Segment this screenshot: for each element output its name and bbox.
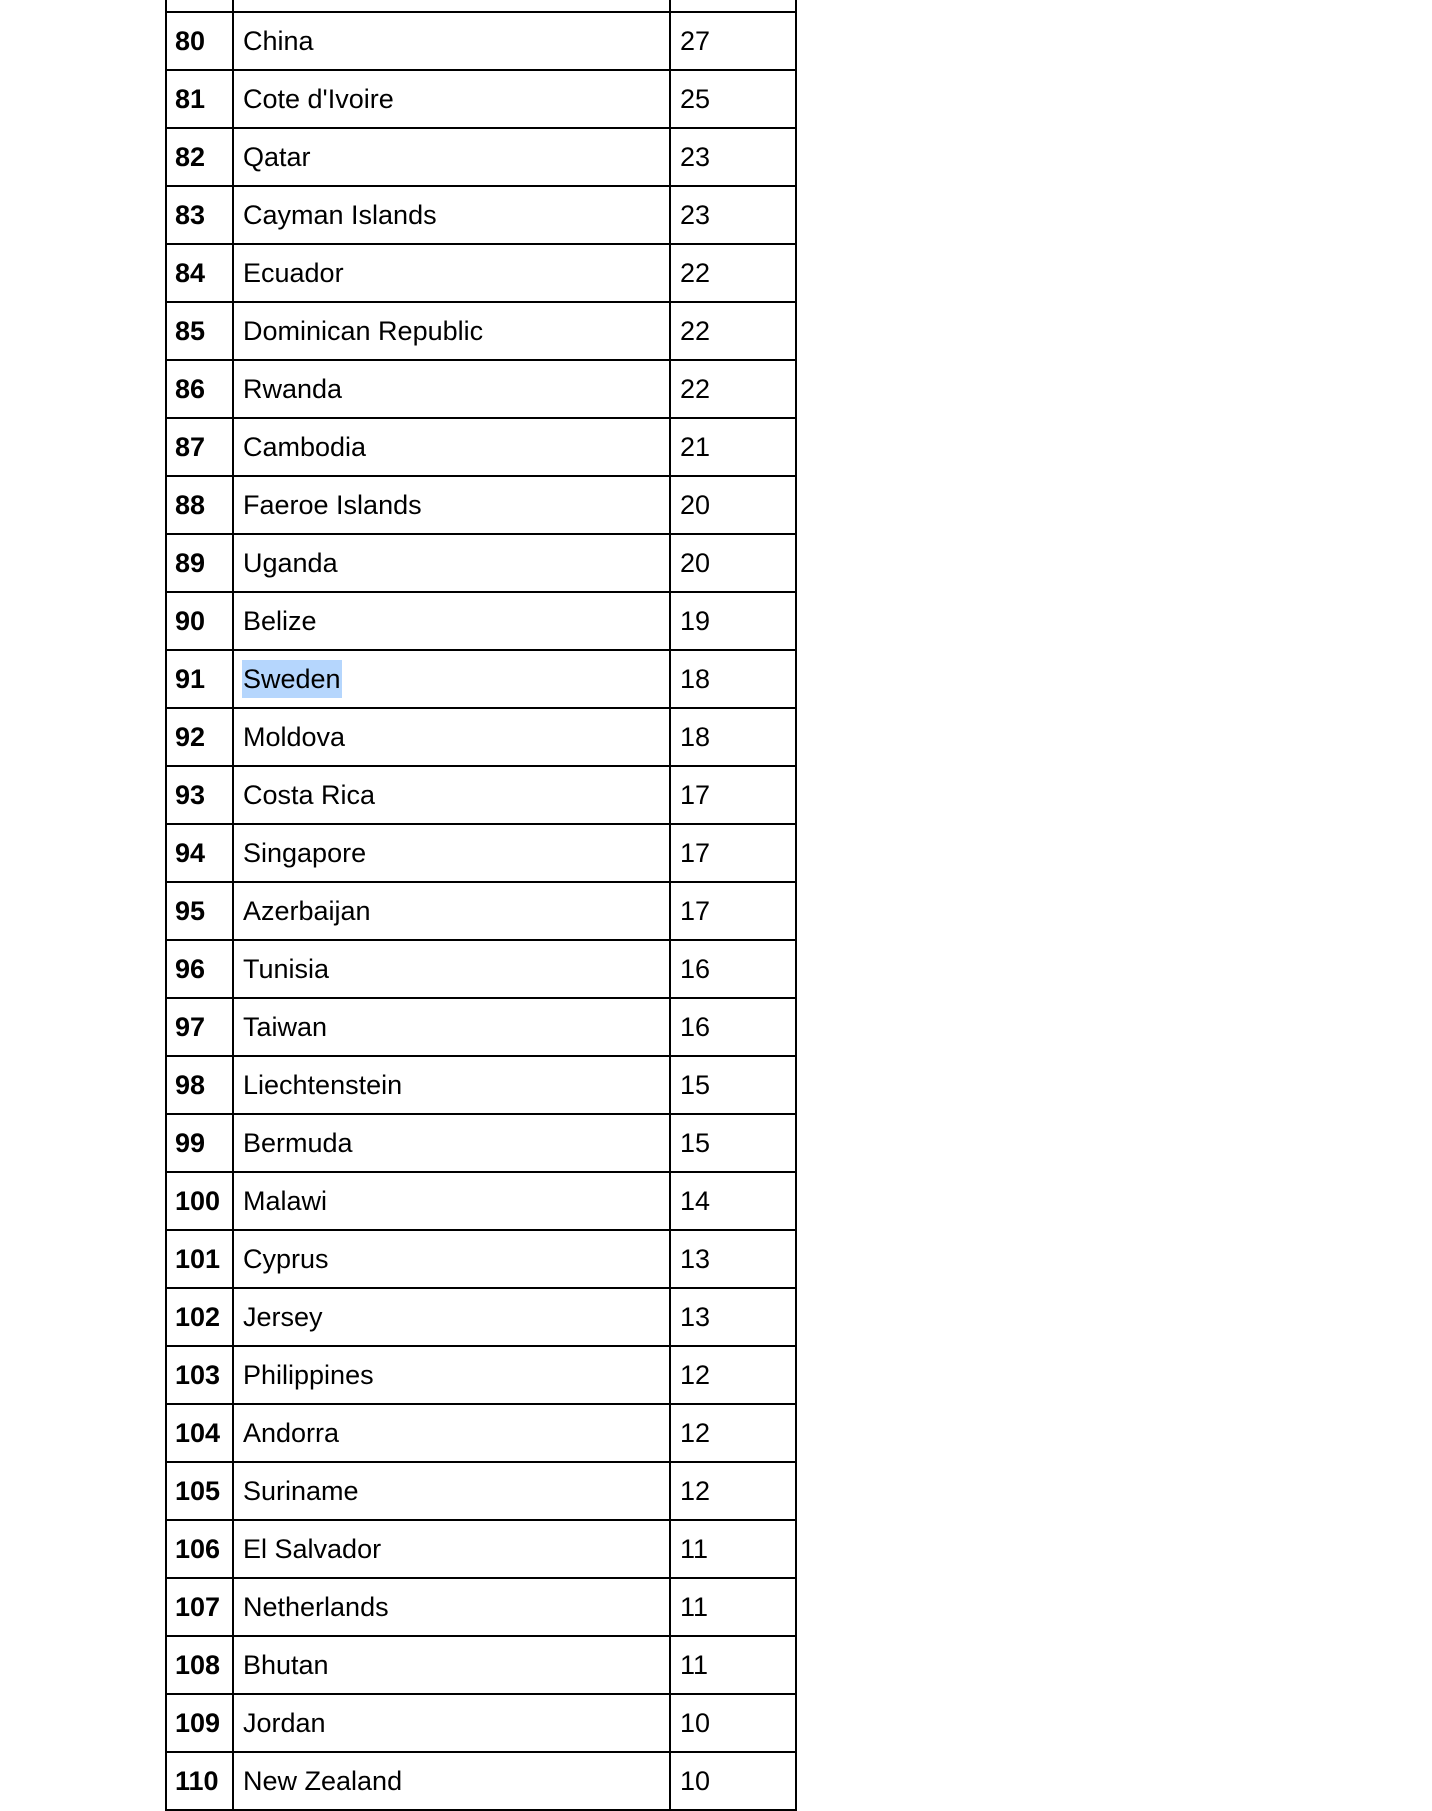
table-row xyxy=(166,1636,796,1694)
value-cell xyxy=(670,0,796,12)
table-row xyxy=(166,360,796,418)
selected-text[interactable]: Sweden xyxy=(242,660,342,698)
table-row xyxy=(166,708,796,766)
country-cell[interactable]: Belize xyxy=(233,592,670,650)
value-cell: 16 xyxy=(670,998,796,1056)
country-cell[interactable]: Singapore xyxy=(233,824,670,882)
table-row xyxy=(166,940,796,998)
country-cell[interactable]: El Salvador xyxy=(233,1520,670,1578)
country-cell[interactable]: Jersey xyxy=(233,1288,670,1346)
country-cell[interactable]: Bermuda xyxy=(233,1114,670,1172)
rank-cell: 86 xyxy=(166,360,233,418)
country-cell[interactable]: Netherlands xyxy=(233,1578,670,1636)
rank-cell: 109 xyxy=(166,1694,233,1752)
table-body xyxy=(166,0,796,1810)
table-row xyxy=(166,1172,796,1230)
country-cell[interactable]: Qatar xyxy=(233,128,670,186)
country-table xyxy=(165,0,797,1811)
country-cell[interactable]: Dominican Republic xyxy=(233,302,670,360)
rank-cell: 83 xyxy=(166,186,233,244)
rank-cell: 97 xyxy=(166,998,233,1056)
table-row xyxy=(166,1056,796,1114)
rank-cell: 102 xyxy=(166,1288,233,1346)
rank-cell: 85 xyxy=(166,302,233,360)
table-row xyxy=(166,592,796,650)
country-cell[interactable]: Tunisia xyxy=(233,940,670,998)
rank-cell: 110 xyxy=(166,1752,233,1810)
country-cell[interactable]: Azerbaijan xyxy=(233,882,670,940)
table-row xyxy=(166,1288,796,1346)
table-row xyxy=(166,534,796,592)
table-row xyxy=(166,766,796,824)
table-row xyxy=(166,1520,796,1578)
rank-cell: 108 xyxy=(166,1636,233,1694)
table-row xyxy=(166,1114,796,1172)
value-cell: 19 xyxy=(670,592,796,650)
rank-cell: 95 xyxy=(166,882,233,940)
rank-cell: 88 xyxy=(166,476,233,534)
country-cell[interactable]: Costa Rica xyxy=(233,766,670,824)
value-cell: 15 xyxy=(670,1114,796,1172)
value-cell: 13 xyxy=(670,1288,796,1346)
value-cell: 20 xyxy=(670,534,796,592)
value-cell: 23 xyxy=(670,186,796,244)
table-row xyxy=(166,70,796,128)
value-cell: 13 xyxy=(670,1230,796,1288)
country-cell[interactable]: Cayman Islands xyxy=(233,186,670,244)
rank-cell: 89 xyxy=(166,534,233,592)
table-row xyxy=(166,244,796,302)
rank-cell: 96 xyxy=(166,940,233,998)
value-cell: 18 xyxy=(670,650,796,708)
value-cell: 20 xyxy=(670,476,796,534)
country-cell[interactable]: Bhutan xyxy=(233,1636,670,1694)
value-cell: 23 xyxy=(670,128,796,186)
value-cell: 12 xyxy=(670,1346,796,1404)
country-cell[interactable]: Philippines xyxy=(233,1346,670,1404)
country-cell[interactable]: Liechtenstein xyxy=(233,1056,670,1114)
value-cell: 16 xyxy=(670,940,796,998)
rank-cell: 98 xyxy=(166,1056,233,1114)
rank-cell: 94 xyxy=(166,824,233,882)
value-cell: 11 xyxy=(670,1520,796,1578)
table-row xyxy=(166,1404,796,1462)
rank-cell xyxy=(166,0,233,12)
value-cell: 17 xyxy=(670,766,796,824)
value-cell: 11 xyxy=(670,1578,796,1636)
value-cell: 25 xyxy=(670,70,796,128)
country-cell[interactable]: Taiwan xyxy=(233,998,670,1056)
value-cell: 22 xyxy=(670,244,796,302)
rank-cell: 91 xyxy=(166,650,233,708)
table-row xyxy=(166,882,796,940)
value-cell: 11 xyxy=(670,1636,796,1694)
rank-cell: 84 xyxy=(166,244,233,302)
rank-cell: 103 xyxy=(166,1346,233,1404)
value-cell: 12 xyxy=(670,1404,796,1462)
value-cell: 22 xyxy=(670,302,796,360)
value-cell: 27 xyxy=(670,12,796,70)
value-cell: 17 xyxy=(670,882,796,940)
rank-cell: 87 xyxy=(166,418,233,476)
table-row xyxy=(166,0,796,12)
table-row xyxy=(166,1752,796,1810)
country-cell[interactable]: China xyxy=(233,12,670,70)
rank-cell: 106 xyxy=(166,1520,233,1578)
value-cell: 15 xyxy=(670,1056,796,1114)
rank-cell: 105 xyxy=(166,1462,233,1520)
rank-cell: 99 xyxy=(166,1114,233,1172)
rank-cell: 101 xyxy=(166,1230,233,1288)
country-cell[interactable] xyxy=(233,650,670,708)
table-row xyxy=(166,12,796,70)
table-row xyxy=(166,998,796,1056)
country-cell[interactable]: Cote d'Ivoire xyxy=(233,70,670,128)
table-row xyxy=(166,824,796,882)
country-cell[interactable]: New Zealand xyxy=(233,1752,670,1810)
value-cell: 18 xyxy=(670,708,796,766)
rank-cell: 82 xyxy=(166,128,233,186)
table-row xyxy=(166,1694,796,1752)
table-row xyxy=(166,1230,796,1288)
value-cell: 10 xyxy=(670,1694,796,1752)
table-row xyxy=(166,128,796,186)
rank-cell: 90 xyxy=(166,592,233,650)
rank-cell: 93 xyxy=(166,766,233,824)
table-row xyxy=(166,476,796,534)
country-cell[interactable]: Rwanda xyxy=(233,360,670,418)
value-cell: 17 xyxy=(670,824,796,882)
table-row xyxy=(166,650,796,708)
country-cell[interactable]: Andorra xyxy=(233,1404,670,1462)
table-row xyxy=(166,186,796,244)
country-cell[interactable]: Cyprus xyxy=(233,1230,670,1288)
rank-cell: 107 xyxy=(166,1578,233,1636)
country-cell[interactable]: Moldova xyxy=(233,708,670,766)
rank-cell: 92 xyxy=(166,708,233,766)
value-cell: 21 xyxy=(670,418,796,476)
country-cell[interactable]: Malawi xyxy=(233,1172,670,1230)
country-cell[interactable]: Cambodia xyxy=(233,418,670,476)
rank-cell: 80 xyxy=(166,12,233,70)
rank-cell: 104 xyxy=(166,1404,233,1462)
table-row xyxy=(166,302,796,360)
table-row xyxy=(166,1578,796,1636)
country-cell[interactable] xyxy=(233,0,670,12)
rank-cell: 100 xyxy=(166,1172,233,1230)
country-cell[interactable]: Jordan xyxy=(233,1694,670,1752)
value-cell: 22 xyxy=(670,360,796,418)
country-cell[interactable]: Faeroe Islands xyxy=(233,476,670,534)
table-row xyxy=(166,1346,796,1404)
country-cell[interactable]: Uganda xyxy=(233,534,670,592)
country-cell[interactable]: Suriname xyxy=(233,1462,670,1520)
table-row xyxy=(166,1462,796,1520)
country-cell[interactable]: Ecuador xyxy=(233,244,670,302)
value-cell: 12 xyxy=(670,1462,796,1520)
table-row xyxy=(166,418,796,476)
value-cell: 10 xyxy=(670,1752,796,1810)
value-cell: 14 xyxy=(670,1172,796,1230)
rank-cell: 81 xyxy=(166,70,233,128)
